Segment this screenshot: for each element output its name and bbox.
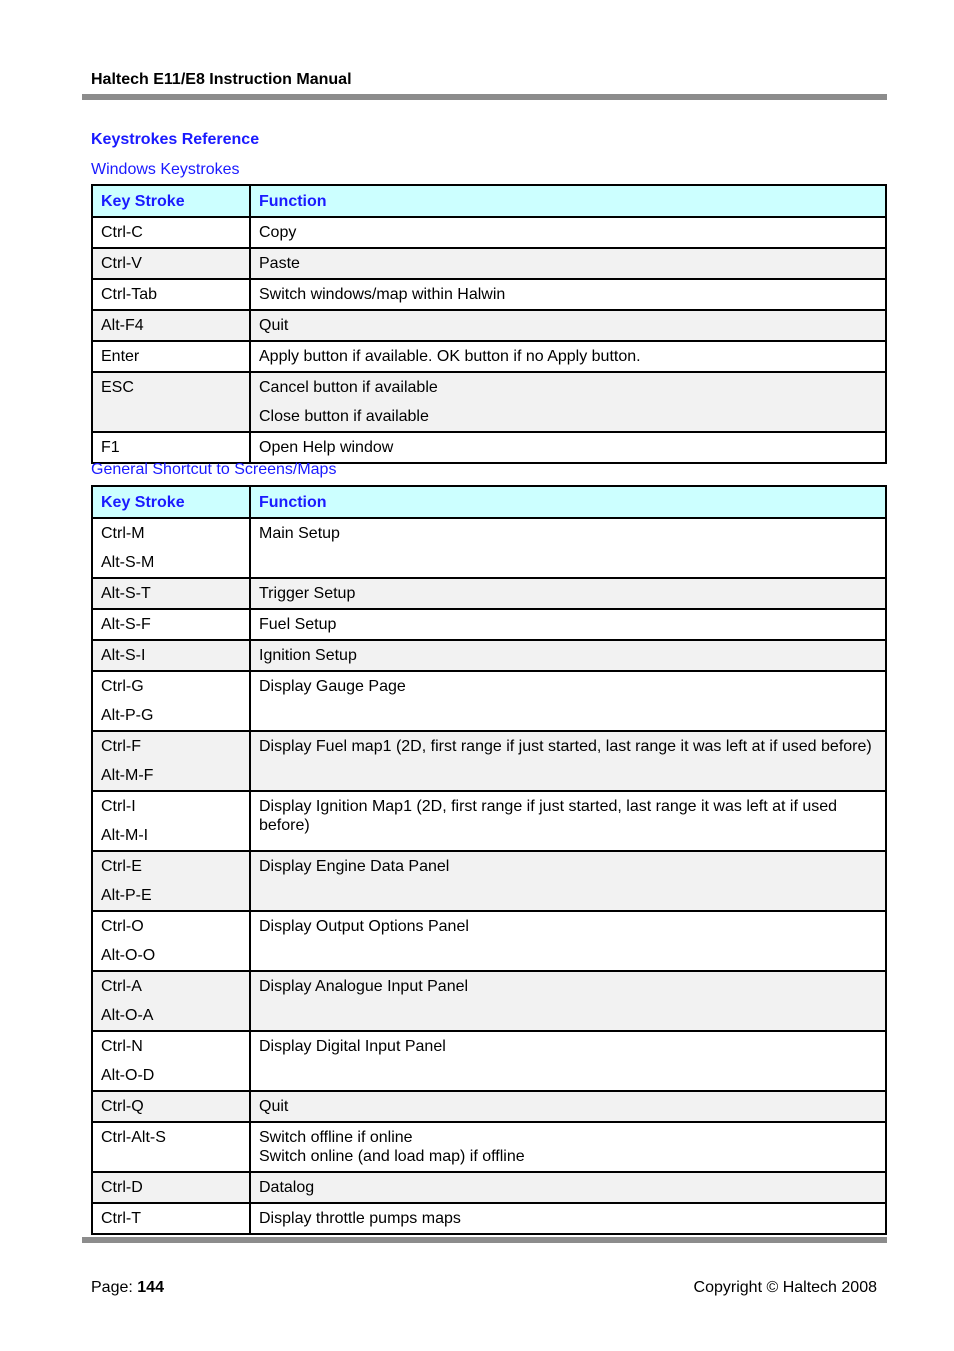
general-shortcuts-heading: General Shortcut to Screens/Maps [91, 461, 337, 478]
key-stroke-text: Ctrl-C [101, 224, 143, 241]
function-cell [250, 518, 886, 578]
key-stroke-text: Ctrl-N [101, 1038, 143, 1055]
function-text: Datalog [259, 1179, 315, 1196]
function-text: Ignition Setup [259, 647, 357, 664]
table-header-row [92, 486, 886, 518]
function-cell [250, 671, 886, 731]
key-stroke-cell [92, 1122, 250, 1172]
table-row [92, 310, 886, 341]
key-stroke-text: Alt-M-I [101, 827, 149, 844]
key-stroke-cell [92, 609, 250, 640]
function-text: Fuel Setup [259, 616, 337, 633]
key-stroke-text: Alt-S-M [101, 554, 155, 571]
key-stroke-text: Ctrl-G [101, 678, 144, 695]
key-stroke-text: Alt-P-G [101, 707, 154, 724]
document-header-title: Haltech E11/E8 Instruction Manual [91, 71, 352, 88]
function-text: Trigger Setup [259, 585, 356, 602]
key-stroke-text: Alt-O-A [101, 1007, 154, 1024]
function-text: Quit [259, 1098, 289, 1115]
copyright-notice: Copyright © Haltech 2008 [693, 1279, 877, 1296]
key-stroke-text: Ctrl-T [101, 1210, 141, 1227]
table-row [92, 578, 886, 609]
key-stroke-text: Alt-M-F [101, 767, 154, 784]
page-label: Page: [91, 1279, 138, 1296]
key-stroke-cell [92, 731, 250, 791]
key-stroke-text: Enter [101, 348, 140, 365]
function-text: Display Analogue Input Panel [259, 978, 469, 995]
table-row [92, 1172, 886, 1203]
key-stroke-text: Alt-S-F [101, 616, 151, 633]
function-text: Display Ignition Map1 (2D, first range if just started, last range it was left at if used before) [259, 798, 838, 834]
column-header-key-stroke: Key Stroke [92, 486, 250, 518]
key-stroke-cell [92, 518, 250, 578]
key-stroke-text: ESC [101, 379, 134, 396]
table-row [92, 1031, 886, 1091]
key-stroke-text: Ctrl-Q [101, 1098, 144, 1115]
function-text: Quit [259, 317, 289, 334]
key-stroke-text: Ctrl-I [101, 798, 136, 815]
function-cell [250, 372, 886, 432]
function-cell [250, 578, 886, 609]
function-text: Display Fuel map1 (2D, first range if just started, last range it was left at if used before) [259, 738, 872, 755]
key-stroke-text: Ctrl-F [101, 738, 141, 755]
key-stroke-cell [92, 248, 250, 279]
key-stroke-cell [92, 851, 250, 911]
key-stroke-cell [92, 911, 250, 971]
key-stroke-text: Ctrl-V [101, 255, 142, 272]
key-stroke-cell [92, 310, 250, 341]
key-stroke-text: Ctrl-O [101, 918, 144, 935]
column-header-function: Function [250, 486, 886, 518]
function-text: Display throttle pumps maps [259, 1210, 461, 1227]
function-text: Display Engine Data Panel [259, 858, 450, 875]
key-stroke-text: Ctrl-M [101, 525, 145, 542]
windows-keystrokes-table [91, 184, 887, 464]
function-text: Cancel button if available [259, 379, 438, 396]
key-stroke-text: Ctrl-E [101, 858, 142, 875]
function-cell [250, 1203, 886, 1234]
function-text: Open Help window [259, 439, 394, 456]
key-stroke-cell [92, 578, 250, 609]
table-row [92, 671, 886, 731]
function-cell [250, 640, 886, 671]
table-row [92, 971, 886, 1031]
function-cell [250, 1122, 886, 1172]
table-row [92, 1091, 886, 1122]
section-title: Keystrokes Reference [91, 131, 260, 148]
function-text: Main Setup [259, 525, 340, 542]
function-text: Switch windows/map within Halwin [259, 286, 506, 303]
table-row [92, 1203, 886, 1234]
footer-divider [82, 1237, 887, 1243]
key-stroke-cell [92, 1031, 250, 1091]
table-row [92, 518, 886, 578]
function-cell [250, 248, 886, 279]
table-header-row [92, 185, 886, 217]
function-text: Apply button if available. OK button if no Apply button. [259, 348, 641, 365]
table-row [92, 341, 886, 372]
page-number [91, 1278, 164, 1297]
function-cell [250, 341, 886, 372]
function-text: Display Gauge Page [259, 678, 406, 695]
table-row [92, 791, 886, 851]
key-stroke-text: F1 [101, 439, 120, 456]
key-stroke-cell [92, 791, 250, 851]
key-stroke-text: Alt-O-D [101, 1067, 155, 1084]
key-stroke-cell [92, 640, 250, 671]
function-cell [250, 1031, 886, 1091]
function-text: Switch offline if online [259, 1129, 413, 1146]
key-stroke-cell [92, 341, 250, 372]
function-text: Close button if available [259, 408, 429, 425]
function-cell [250, 1172, 886, 1203]
function-cell [250, 279, 886, 310]
function-cell [250, 310, 886, 341]
key-stroke-cell [92, 432, 250, 463]
column-header-key-stroke: Key Stroke [92, 185, 250, 217]
key-stroke-text: Ctrl-D [101, 1179, 143, 1196]
table-row [92, 640, 886, 671]
key-stroke-cell [92, 1172, 250, 1203]
general-shortcuts-table [91, 485, 887, 1235]
key-stroke-text: Ctrl-Tab [101, 286, 158, 303]
table-row [92, 279, 886, 310]
function-text: Switch online (and load map) if offline [259, 1148, 525, 1165]
function-text: Display Digital Input Panel [259, 1038, 446, 1055]
function-text: Paste [259, 255, 300, 272]
function-text: Display Output Options Panel [259, 918, 469, 935]
table-row [92, 609, 886, 640]
header-divider [82, 94, 887, 100]
function-cell [250, 432, 886, 463]
key-stroke-text: Alt-S-T [101, 585, 151, 602]
key-stroke-text: Alt-O-O [101, 947, 156, 964]
key-stroke-text: Ctrl-Alt-S [101, 1129, 166, 1146]
function-cell [250, 971, 886, 1031]
function-cell [250, 851, 886, 911]
windows-keystrokes-heading: Windows Keystrokes [91, 161, 240, 178]
table-row [92, 911, 886, 971]
column-header-function: Function [250, 185, 886, 217]
key-stroke-cell [92, 1091, 250, 1122]
key-stroke-text: Alt-F4 [101, 317, 144, 334]
table-row [92, 851, 886, 911]
table-row [92, 731, 886, 791]
table-row [92, 372, 886, 432]
key-stroke-text: Alt-P-E [101, 887, 152, 904]
key-stroke-text: Ctrl-A [101, 978, 142, 995]
key-stroke-text: Alt-S-I [101, 647, 146, 664]
function-cell [250, 911, 886, 971]
page-number-value: 144 [137, 1279, 164, 1296]
function-cell [250, 217, 886, 248]
table-row [92, 217, 886, 248]
key-stroke-cell [92, 217, 250, 248]
function-text: Copy [259, 224, 297, 241]
key-stroke-cell [92, 279, 250, 310]
function-cell [250, 609, 886, 640]
table-row [92, 1122, 886, 1172]
function-cell [250, 1091, 886, 1122]
key-stroke-cell [92, 971, 250, 1031]
function-cell [250, 791, 886, 851]
key-stroke-cell [92, 671, 250, 731]
key-stroke-cell [92, 372, 250, 432]
table-row [92, 248, 886, 279]
key-stroke-cell [92, 1203, 250, 1234]
table-row [92, 432, 886, 463]
function-cell [250, 731, 886, 791]
